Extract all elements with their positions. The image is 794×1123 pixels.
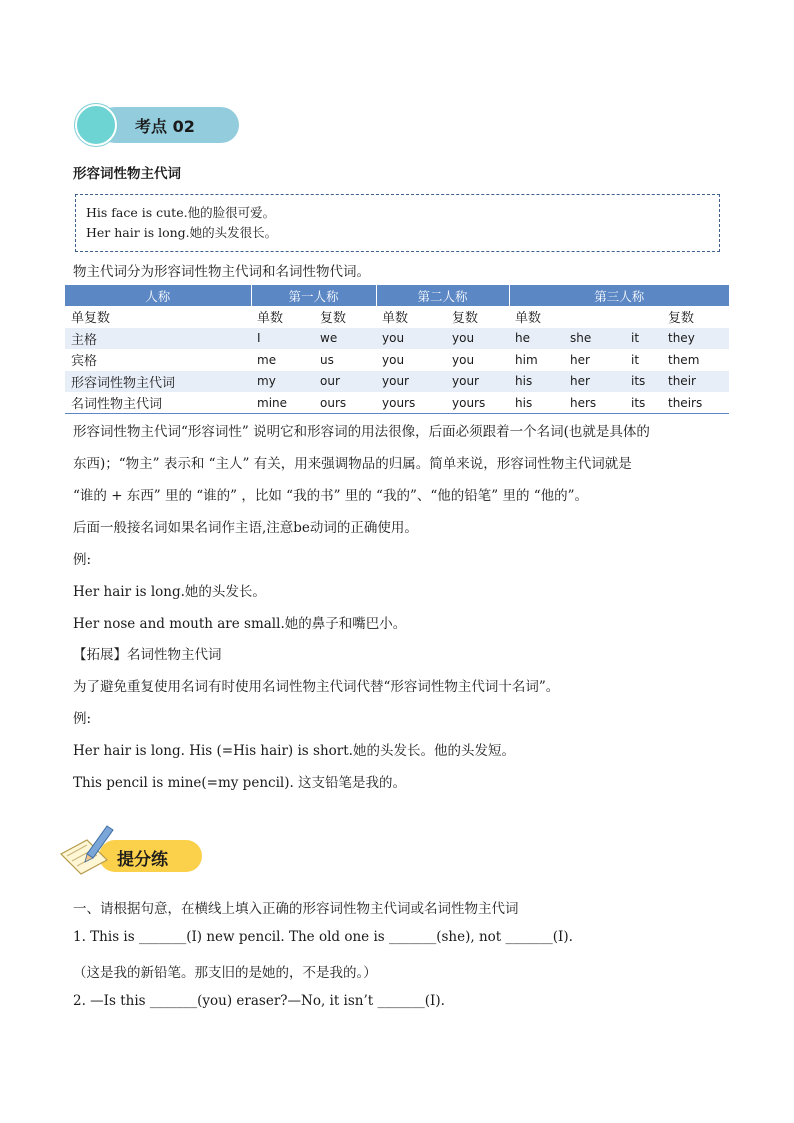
header-person: 人称 [65, 285, 251, 306]
table-cell: me [257, 352, 277, 367]
table-cell: they [662, 328, 729, 350]
question-1: 1. This is _______(I) new pencil. The old one is _______(she), not _______(I). [73, 929, 573, 945]
example-sentence-1: Her hair is long.她的头发长。 [73, 584, 266, 600]
table-cell [564, 306, 625, 328]
table-row [65, 392, 729, 414]
table-row [65, 306, 729, 328]
table-cell: mine [251, 392, 314, 414]
table-cell: 复数 [668, 311, 695, 327]
extension-sentence-2: This pencil is mine(=my pencil). 这支铅笔是我的。 [73, 775, 407, 791]
pronoun-table [65, 285, 729, 414]
table-header-row [65, 285, 729, 306]
practice-label: 提分练 [117, 850, 168, 870]
example-line-1: His face is cute.他的脸很可爱。 [86, 205, 276, 220]
table-cell: her [570, 352, 590, 367]
extension-sentence-1: Her hair is long. His (=His hair) is short.她的头发长。他的头发短。 [73, 743, 515, 759]
table-cell: our [314, 371, 376, 393]
table-cell: his [509, 371, 564, 393]
table-cell: 单数 [257, 311, 284, 327]
table-cell [625, 306, 662, 328]
table-cell: her [564, 371, 625, 393]
table-cell: 形容词性物主代词 [65, 371, 251, 393]
section-badge [75, 104, 239, 146]
table-cell: 宾格 [71, 354, 98, 370]
explanation-line-4: 后面一般接名词如果名词作主语,注意be动词的正确使用。 [73, 520, 418, 536]
table-cell: 复数 [320, 311, 347, 327]
table-cell: my [251, 371, 314, 393]
table-cell: theirs [662, 392, 729, 414]
table-cell: 单复数 [71, 311, 111, 327]
table-cell: yours [376, 392, 446, 414]
table-cell: his [509, 392, 564, 414]
table-cell: he [509, 328, 564, 350]
explanation-line-3: “谁的 + 东西” 里的 “谁的” ，比如 “我的书” 里的 “我的”、“他的铅笔” 里的 “他的”。 [73, 488, 589, 504]
section-title: 形容词性物主代词 [73, 166, 181, 182]
table-cell: you [446, 328, 509, 350]
practice-instruction: 一、请根据句意，在横线上填入正确的形容词性物主代词或名词性物主代词 [73, 901, 519, 917]
example-line-2: Her hair is long.她的头发很长。 [86, 225, 278, 240]
table-cell: 名词性物主代词 [65, 392, 251, 414]
question-2: 2. —Is this _______(you) eraser?—No, it isn’t _______(I). [73, 993, 445, 1009]
table-cell: its [625, 371, 662, 393]
example-box [75, 194, 720, 252]
badge-circle-icon [75, 104, 117, 146]
intro-text: 物主代词分为形容词性物主代词和名词性物代词。 [73, 264, 370, 280]
table-cell: you [452, 352, 475, 367]
extension-title: 【拓展】名词性物主代词 [73, 647, 222, 663]
table-cell: we [314, 328, 376, 350]
table-cell: your [446, 371, 509, 393]
table-cell: 主格 [65, 328, 251, 350]
example-sentence-2: Her nose and mouth are small.她的鼻子和嘴巴小。 [73, 616, 407, 632]
table-cell: ours [314, 392, 376, 414]
table-cell: us [320, 352, 334, 367]
example-label: 例: [73, 552, 92, 568]
table-cell: it [631, 352, 640, 367]
table-cell: 单数 [382, 311, 409, 327]
table-cell: them [668, 352, 700, 367]
table-cell: its [625, 392, 662, 414]
explanation-line-2: 东西)；“物主” 表示和 “主人” 有关，用来强调物品的归属。简单来说，形容词性物主代词就是 [73, 456, 632, 472]
table-row [65, 349, 729, 371]
header-first-person: 第一人称 [251, 285, 376, 306]
table-cell: him [515, 352, 538, 367]
table-cell: it [625, 328, 662, 350]
table-cell: hers [564, 392, 625, 414]
badge-label: 考点 02 [135, 117, 195, 136]
extension-example-label: 例: [73, 711, 92, 727]
table-cell: their [662, 371, 729, 393]
table-cell: you [382, 352, 405, 367]
table-cell: you [376, 328, 446, 350]
header-third-person: 第三人称 [509, 285, 729, 306]
table-row [65, 371, 729, 393]
table-cell: your [376, 371, 446, 393]
table-cell: she [564, 328, 625, 350]
table-cell: I [251, 328, 314, 350]
extension-text: 为了避免重复使用名词有时使用名词性物主代词代替“形容词性物主代词十名词”。 [73, 679, 560, 695]
practice-badge [57, 820, 202, 878]
table-cell: 单数 [515, 311, 542, 327]
table-cell: yours [446, 392, 509, 414]
table-row [65, 328, 729, 350]
question-1-translation: （这是我的新铅笔。那支旧的是她的，不是我的。） [73, 965, 377, 981]
explanation-line-1: 形容词性物主代词“形容词性” 说明它和形容词的用法很像，后面必须跟着一个名词(也就是具体的 [73, 424, 650, 440]
header-second-person: 第二人称 [376, 285, 509, 306]
table-cell: 复数 [452, 311, 479, 327]
